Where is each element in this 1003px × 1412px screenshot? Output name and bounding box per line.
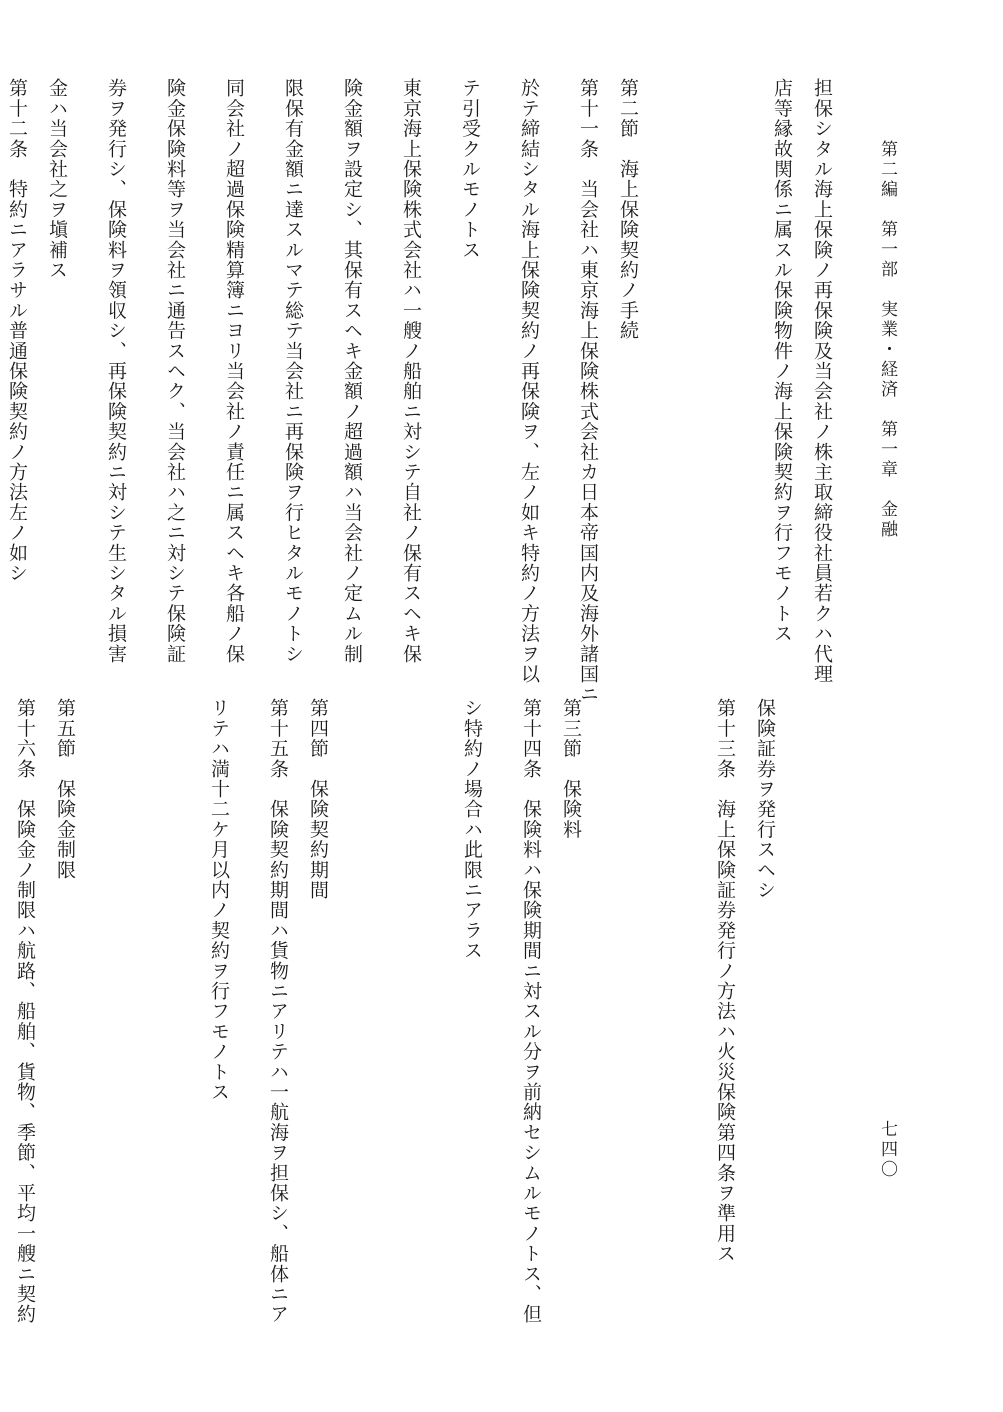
text-column: 金ハ当会社之ヲ塡補ス bbox=[46, 78, 68, 280]
section-heading: 第二節 海上保険契約ノ手続 bbox=[617, 78, 639, 341]
upper-text-block bbox=[6, 78, 842, 705]
article-15: 第十五条 保険契約期間ハ貨物ニアリテハ一航海ヲ担保シ、船体ニア bbox=[267, 698, 289, 1325]
text-column: リテハ満十二ケ月以内ノ契約ヲ行フモノトス bbox=[208, 698, 230, 1102]
article-16: 第十六条 保険金ノ制限ハ航路、船舶、貨物、季節、平均一艘ニ契約 bbox=[14, 698, 36, 1325]
text-column: 同会社ノ超過保険精算簿ニヨリ当会社ノ責任ニ属スヘキ各船ノ保 bbox=[223, 78, 245, 664]
text-column: 限保有金額ニ達スルマテ総テ当会社ニ再保険ヲ行ヒタルモノトシ bbox=[282, 78, 304, 664]
text-column: 於テ締結シタル海上保険契約ノ再保険ヲ、左ノ如キ特約ノ方法ヲ以 bbox=[518, 78, 540, 684]
text-column: 保険証券ヲ発行スヘシ bbox=[754, 698, 776, 900]
page-number: 七四〇 bbox=[877, 1120, 897, 1180]
text-column: 店等縁故関係ニ属スル保険物件ノ海上保険契約ヲ行フモノトス bbox=[771, 78, 793, 644]
section-heading: 第四節 保険契約期間 bbox=[307, 698, 329, 900]
text-column: 東京海上保険株式会社ハ一艘ノ船舶ニ対シテ自社ノ保有スヘキ保 bbox=[400, 78, 422, 664]
section-heading: 第三節 保険料 bbox=[560, 698, 582, 840]
text-column: テ引受クルモノトス bbox=[459, 78, 481, 260]
text-column: 険金保険料等ヲ当会社ニ通告スヘク、当会社ハ之ニ対シテ保険証 bbox=[164, 78, 186, 664]
text-column: 担保シタル海上保険ノ再保険及当会社ノ株主取締役社員若クハ代理 bbox=[811, 78, 833, 684]
article-11: 第十一条 当会社ハ東京海上保険株式会社カ日本帝国内及海外諸国ニ bbox=[577, 78, 599, 705]
running-header: 第二編 第一部 実業・経済 第一章 金融 bbox=[877, 140, 897, 540]
lower-text-block bbox=[14, 698, 842, 1378]
section-heading: 第五節 保険金制限 bbox=[54, 698, 76, 880]
article-14: 第十四条 保険料ハ保険期間ニ対スル分ヲ前納セシムルモノトス、但 bbox=[520, 698, 542, 1325]
article-13: 第十三条 海上保険証券発行ノ方法ハ火災保険第四条ヲ準用ス bbox=[714, 698, 736, 1264]
text-column: 険金額ヲ設定シ、其保有スヘキ金額ノ超過額ハ当会社ノ定ムル制 bbox=[341, 78, 363, 664]
text-column: シ特約ノ場合ハ此限ニアラス bbox=[461, 698, 483, 961]
text-column: 券ヲ発行シ、保険料ヲ領収シ、再保険契約ニ対シテ生シタル損害 bbox=[105, 78, 127, 664]
article-12: 第十二条 特約ニアラサル普通保険契約ノ方法左ノ如シ bbox=[6, 78, 28, 583]
